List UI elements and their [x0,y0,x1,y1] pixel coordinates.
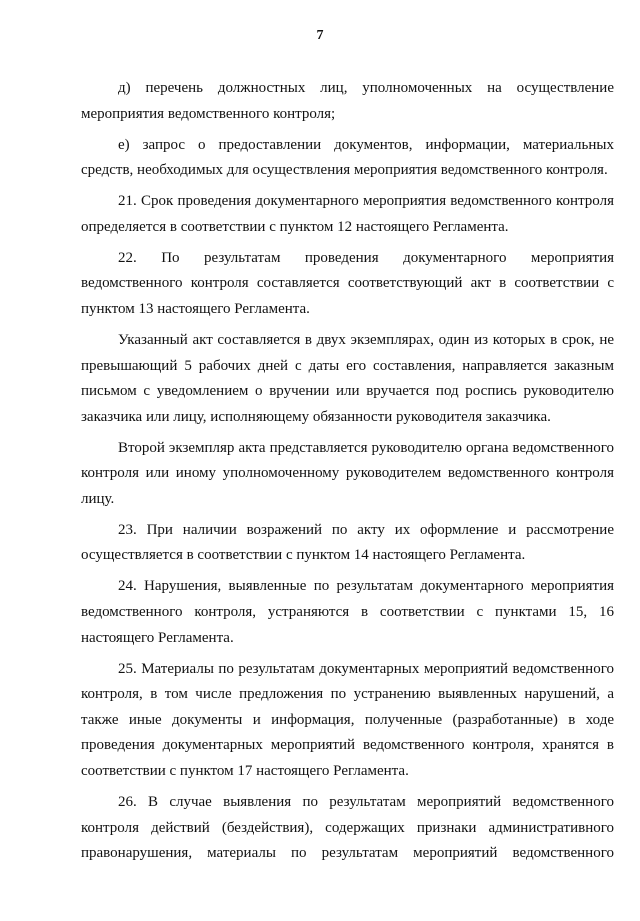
page-number: 7 [316,28,324,43]
paragraph-item-e: е) запрос о предоставлении документов, информации, материальных средств, необходимых для осуществления мероприятия ведомственного контроля. [81,136,614,179]
paragraph-26: 26. В случае выявления по результатам мероприятий ведомственного контроля действий (бездействия), содержащих признаки административного правонарушения, материалы по результатам мероприятий ведомственного [81,793,614,862]
paragraph-act-copies: Указанный акт составляется в двух экземплярах, один из которых в срок, не превышающий 5 рабочих дней с даты его составления, направляется заказным письмом с уведомлением о вручении или вручается под роспись руководителю заказчика или лицу, исполняющему обязанности руководителя заказчика. [81,331,614,425]
document-body [81,76,614,872]
paragraph-second-copy: Второй экземпляр акта представляется руководителю органа ведомственного контроля или иному уполномоченному руководителем ведомственного контроля лицу. [81,439,614,507]
paragraph-22: 22. По результатам проведения документарного мероприятия ведомственного контроля составляется соответствующий акт в соответствии с пунктом 13 настоящего Регламента. [81,249,614,317]
paragraph-24: 24. Нарушения, выявленные по результатам документарного мероприятия ведомственного контроля, устраняются в соответствии с пунктами 15, 16 настоящего Регламента. [81,578,614,646]
paragraph-23: 23. При наличии возражений по акту их оформление и рассмотрение осуществляется в соответствии с пунктом 14 настоящего Регламента. [81,521,614,564]
paragraph-item-d: д) перечень должностных лиц, уполномоченных на осуществление мероприятия ведомственного контроля; [81,80,614,122]
paragraph-25: 25. Материалы по результатам документарных мероприятий ведомственного контроля, в том числе предложения по устранению выявленных нарушений, а также иные документы и информация, полученные (разработанные) в ходе проведения документарных мероприятий ведомственного контроля, хранятся в соответствии с пунктом 17 настоящего Регламента. [81,660,614,779]
paragraph-21: 21. Срок проведения документарного мероприятия ведомственного контроля определяется в соответствии с пунктом 12 настоящего Регламента. [81,193,614,235]
